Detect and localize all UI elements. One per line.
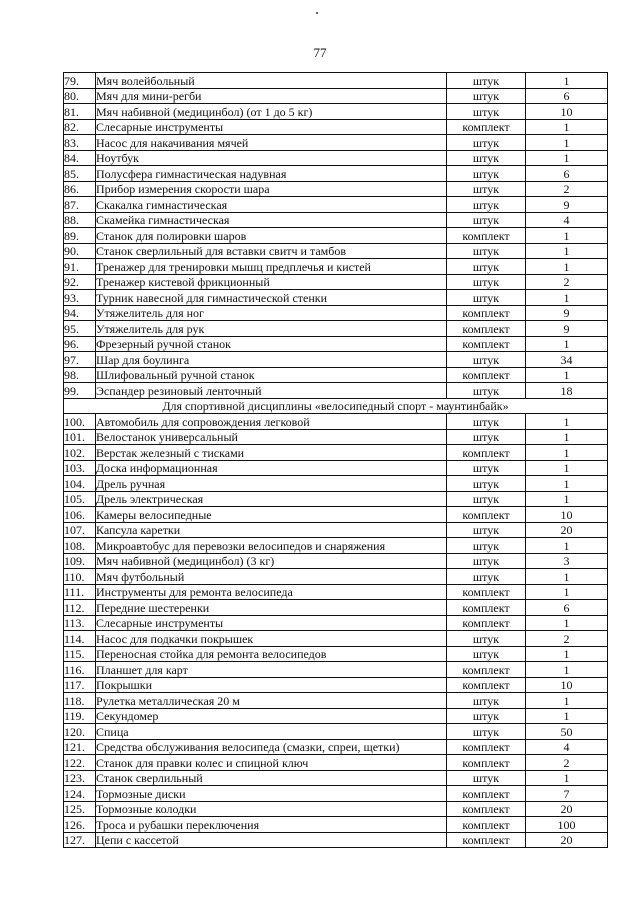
table-row [64,739,608,755]
item-unit: штук [447,724,526,740]
item-quantity: 1 [526,259,608,275]
row-number: 88. [64,212,96,228]
item-name: Прибор измерения скорости шара [96,181,447,197]
item-name: Слесарные инструменты [96,119,447,135]
item-name: Средства обслуживания велосипеда (смазки, спреи, щетки) [96,739,447,755]
item-unit: штук [447,538,526,554]
item-name: Насос для подкачки покрышек [96,631,447,647]
table-row [64,414,608,430]
item-name: Мяч набивной (медицинбол) (3 кг) [96,553,447,569]
item-name: Автомобиль для сопровождения легковой [96,414,447,430]
table-row [64,646,608,662]
item-unit: штук [447,708,526,724]
table-row [64,538,608,554]
item-unit: штук [447,150,526,166]
page-number: 77 [313,45,327,60]
table-row [64,832,608,848]
item-quantity: 1 [526,445,608,461]
row-number: 81. [64,104,96,120]
table-row [64,708,608,724]
row-number: 84. [64,150,96,166]
item-quantity: 1 [526,693,608,709]
item-name: Станок для правки колес и спицной ключ [96,755,447,771]
table-row [64,553,608,569]
table-row [64,336,608,352]
row-number: 90. [64,243,96,259]
item-name: Микроавтобус для перевозки велосипедов и снаряжения [96,538,447,554]
item-quantity: 10 [526,104,608,120]
table-row [64,290,608,306]
item-name: Мяч волейбольный [96,73,447,89]
row-number: 98. [64,367,96,383]
row-number: 120. [64,724,96,740]
row-number: 114. [64,631,96,647]
item-name: Утяжелитель для рук [96,321,447,337]
table-row [64,321,608,337]
item-name: Рулетка металлическая 20 м [96,693,447,709]
item-name: Станок для полировки шаров [96,228,447,244]
item-quantity: 1 [526,770,608,786]
item-unit: штук [447,631,526,647]
row-number: 102. [64,445,96,461]
row-number: 92. [64,274,96,290]
item-name: Шар для боулинга [96,352,447,368]
table-row [64,677,608,693]
item-quantity: 34 [526,352,608,368]
item-quantity: 1 [526,429,608,445]
item-quantity: 1 [526,646,608,662]
item-quantity: 10 [526,507,608,523]
item-name: Мяч для мини-регби [96,88,447,104]
table-row [64,460,608,476]
table-row [64,615,608,631]
item-name: Камеры велосипедные [96,507,447,523]
table-row [64,429,608,445]
row-number: 87. [64,197,96,213]
item-unit: комплект [447,305,526,321]
row-number: 111. [64,584,96,600]
table-row [64,305,608,321]
item-name: Утяжелитель для ног [96,305,447,321]
item-unit: штук [447,88,526,104]
item-quantity: 100 [526,817,608,833]
item-name: Переносная стойка для ремонта велосипедов [96,646,447,662]
item-name: Капсула каретки [96,522,447,538]
table-row [64,259,608,275]
row-number: 112. [64,600,96,616]
item-unit: штук [447,693,526,709]
item-unit: комплект [447,662,526,678]
row-number: 126. [64,817,96,833]
row-number: 117. [64,677,96,693]
row-number: 105. [64,491,96,507]
item-unit: комплект [447,615,526,631]
table-row [64,119,608,135]
item-unit: штук [447,491,526,507]
item-unit: штук [447,352,526,368]
item-unit: штук [447,259,526,275]
item-quantity: 1 [526,584,608,600]
item-quantity: 2 [526,181,608,197]
table-row [64,786,608,802]
table-row [64,150,608,166]
table-row [64,104,608,120]
row-number: 101. [64,429,96,445]
item-quantity: 1 [526,73,608,89]
item-unit: комплект [447,507,526,523]
row-number: 115. [64,646,96,662]
item-quantity: 2 [526,631,608,647]
item-unit: штук [447,181,526,197]
item-quantity: 1 [526,460,608,476]
section-header-row [64,398,608,414]
item-name: Станок сверлильный [96,770,447,786]
row-number: 96. [64,336,96,352]
row-number: 91. [64,259,96,275]
item-quantity: 7 [526,786,608,802]
table-row [64,367,608,383]
table-row [64,801,608,817]
item-quantity: 10 [526,677,608,693]
item-quantity: 50 [526,724,608,740]
item-unit: комплект [447,677,526,693]
item-name: Турник навесной для гимнастической стенки [96,290,447,306]
item-name: Покрышки [96,677,447,693]
item-unit: комплект [447,321,526,337]
table-row [64,212,608,228]
item-unit: штук [447,569,526,585]
item-name: Фрезерный ручной станок [96,336,447,352]
item-name: Инструменты для ремонта велосипеда [96,584,447,600]
row-number: 95. [64,321,96,337]
item-quantity: 20 [526,832,608,848]
item-name: Тренажер для тренировки мышц предплечья и кистей [96,259,447,275]
item-name: Полусфера гимнастическая надувная [96,166,447,182]
item-unit: штук [447,104,526,120]
item-name: Верстак железный с тисками [96,445,447,461]
item-unit: комплект [447,801,526,817]
item-unit: штук [447,770,526,786]
table-row [64,817,608,833]
item-unit: комплект [447,832,526,848]
row-number: 83. [64,135,96,151]
item-quantity: 1 [526,569,608,585]
row-number: 106. [64,507,96,523]
table-row [64,770,608,786]
row-number: 118. [64,693,96,709]
item-name: Цепи с кассетой [96,832,447,848]
table-row [64,476,608,492]
row-number: 122. [64,755,96,771]
item-quantity: 4 [526,739,608,755]
row-number: 124. [64,786,96,802]
item-quantity: 1 [526,708,608,724]
item-unit: комплект [447,600,526,616]
table-row [64,724,608,740]
item-name: Передние шестеренки [96,600,447,616]
item-unit: штук [447,646,526,662]
table-row [64,522,608,538]
item-name: Шлифовальный ручной станок [96,367,447,383]
table-row [64,569,608,585]
row-number: 100. [64,414,96,430]
item-quantity: 1 [526,476,608,492]
row-number: 109. [64,553,96,569]
item-name: Тормозные диски [96,786,447,802]
item-name: Мяч футбольный [96,569,447,585]
table-row [64,383,608,399]
item-quantity: 1 [526,414,608,430]
item-name: Дрель электрическая [96,491,447,507]
item-quantity: 1 [526,615,608,631]
item-quantity: 2 [526,755,608,771]
item-quantity: 6 [526,600,608,616]
item-unit: комплект [447,119,526,135]
item-unit: штук [447,290,526,306]
table-row [64,445,608,461]
row-number: 113. [64,615,96,631]
item-quantity: 1 [526,135,608,151]
table-row [64,693,608,709]
item-quantity: 1 [526,367,608,383]
item-unit: штук [447,553,526,569]
item-unit: комплект [447,584,526,600]
table-row [64,755,608,771]
item-quantity: 1 [526,538,608,554]
item-unit: штук [447,135,526,151]
item-unit: штук [447,414,526,430]
row-number: 127. [64,832,96,848]
table-row [64,135,608,151]
item-name: Планшет для карт [96,662,447,678]
table-row [64,662,608,678]
item-name: Тренажер кистевой фрикционный [96,274,447,290]
item-quantity: 20 [526,522,608,538]
row-number: 103. [64,460,96,476]
section-title: Для спортивной дисциплины «велосипедный спорт - маунтинбайк» [64,398,608,414]
row-number: 80. [64,88,96,104]
row-number: 121. [64,739,96,755]
table-row [64,243,608,259]
item-quantity: 1 [526,150,608,166]
item-quantity: 3 [526,553,608,569]
row-number: 104. [64,476,96,492]
row-number: 79. [64,73,96,89]
item-name: Скакалка гимнастическая [96,197,447,213]
item-unit: комплект [447,739,526,755]
item-quantity: 20 [526,801,608,817]
item-name: Мяч набивной (медицинбол) (от 1 до 5 кг) [96,104,447,120]
item-unit: штук [447,476,526,492]
row-number: 125. [64,801,96,817]
item-quantity: 6 [526,166,608,182]
item-unit: штук [447,197,526,213]
row-number: 108. [64,538,96,554]
item-name: Ноутбук [96,150,447,166]
item-name: Троса и рубашки переключения [96,817,447,833]
item-quantity: 1 [526,336,608,352]
row-number: 119. [64,708,96,724]
item-unit: штук [447,243,526,259]
row-number: 99. [64,383,96,399]
item-unit: комплект [447,445,526,461]
item-name: Спица [96,724,447,740]
item-quantity: 1 [526,662,608,678]
row-number: 86. [64,181,96,197]
table-row [64,73,608,89]
item-quantity: 9 [526,305,608,321]
table-row [64,631,608,647]
item-unit: штук [447,522,526,538]
item-unit: штук [447,212,526,228]
item-quantity: 1 [526,290,608,306]
item-quantity: 1 [526,243,608,259]
item-unit: комплект [447,755,526,771]
item-unit: штук [447,166,526,182]
item-name: Слесарные инструменты [96,615,447,631]
item-quantity: 9 [526,197,608,213]
item-quantity: 1 [526,491,608,507]
item-unit: штук [447,460,526,476]
item-quantity: 1 [526,119,608,135]
table-row [64,197,608,213]
item-unit: комплект [447,336,526,352]
item-name: Станок сверлильный для вставки свитч и тамбов [96,243,447,259]
row-number: 93. [64,290,96,306]
table-row [64,584,608,600]
row-number: 94. [64,305,96,321]
item-unit: штук [447,274,526,290]
row-number: 89. [64,228,96,244]
row-number: 97. [64,352,96,368]
table-row [64,274,608,290]
item-quantity: 9 [526,321,608,337]
item-unit: штук [447,383,526,399]
table-row [64,507,608,523]
item-unit: штук [447,73,526,89]
item-unit: штук [447,429,526,445]
row-number: 82. [64,119,96,135]
row-number: 85. [64,166,96,182]
item-unit: комплект [447,367,526,383]
equipment-table [63,72,608,848]
item-name: Тормозные колодки [96,801,447,817]
item-unit: комплект [447,817,526,833]
table-row [64,491,608,507]
item-quantity: 2 [526,274,608,290]
row-number: 123. [64,770,96,786]
item-name: Доска информационная [96,460,447,476]
equipment-table-body [64,73,608,848]
table-row [64,600,608,616]
table-row [64,166,608,182]
row-number: 116. [64,662,96,678]
item-name: Эспандер резиновый ленточный [96,383,447,399]
item-quantity: 6 [526,88,608,104]
item-unit: комплект [447,228,526,244]
table-row [64,88,608,104]
item-quantity: 18 [526,383,608,399]
item-quantity: 1 [526,228,608,244]
table-row [64,352,608,368]
item-name: Скамейка гимнастическая [96,212,447,228]
row-number: 110. [64,569,96,585]
scan-dot [316,12,318,14]
item-name: Велостанок универсальный [96,429,447,445]
table-row [64,228,608,244]
item-name: Насос для накачивания мячей [96,135,447,151]
item-unit: комплект [447,786,526,802]
item-name: Секундомер [96,708,447,724]
item-name: Дрель ручная [96,476,447,492]
table-row [64,181,608,197]
item-quantity: 4 [526,212,608,228]
row-number: 107. [64,522,96,538]
